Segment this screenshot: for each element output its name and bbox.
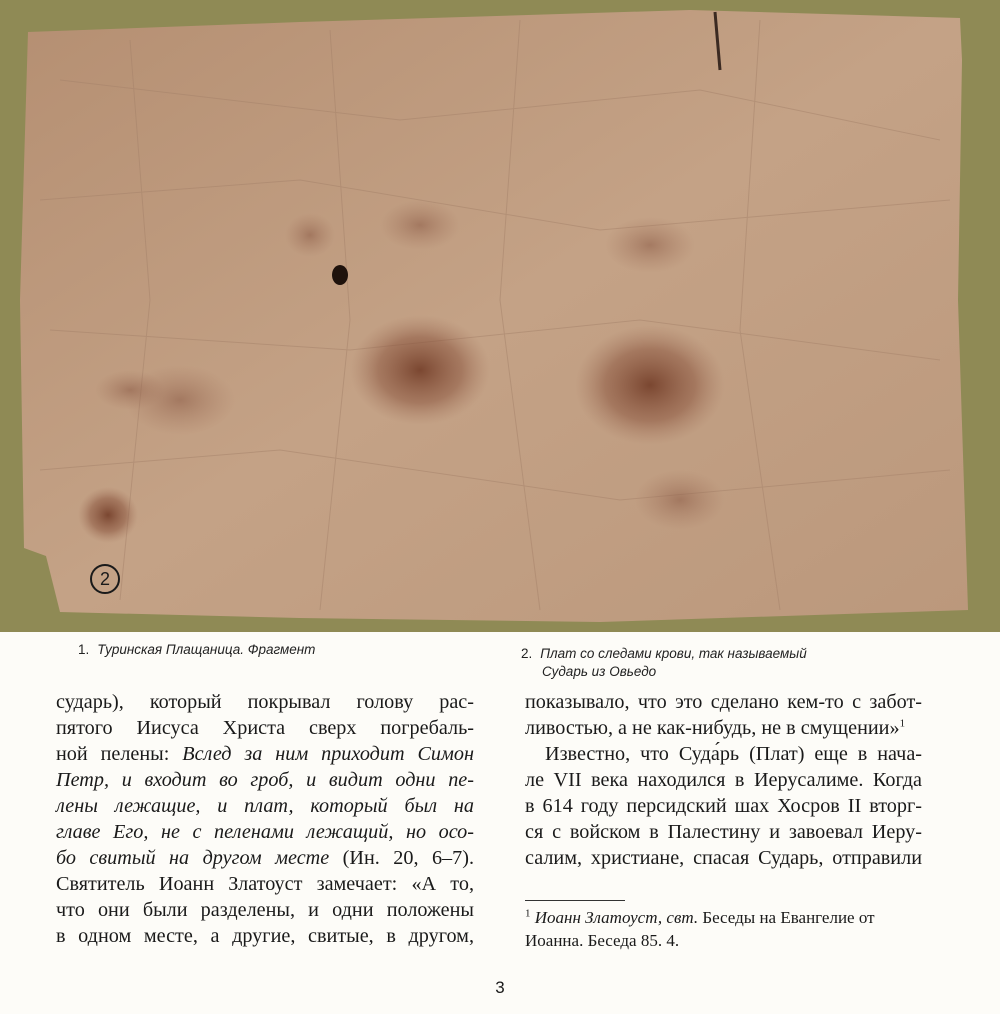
caption-1-text: Туринская Плащаница. Фрагмент bbox=[97, 642, 316, 657]
right-line-2-text: ливостью, а не как-нибудь, не в смущении» bbox=[525, 717, 900, 739]
footnote-text-1: Беседы на Евангелие от bbox=[698, 908, 875, 927]
footnote-line-1 bbox=[525, 906, 922, 929]
caption-1-number: 1. bbox=[78, 642, 90, 657]
left-line-3-plain: ной пелены: bbox=[56, 743, 183, 765]
left-line-3 bbox=[56, 741, 474, 767]
right-text-column bbox=[525, 689, 922, 871]
left-line-7-reference: (Ин. 20, 6–7). bbox=[329, 847, 475, 869]
left-line-5 bbox=[56, 793, 474, 819]
caption-1 bbox=[78, 641, 315, 659]
left-line-6 bbox=[56, 819, 474, 845]
caption-2-number: 2. bbox=[521, 646, 533, 661]
left-line-5-quote: лены лежащие, и плат, который был на bbox=[56, 795, 474, 817]
footnote-marker: 1 bbox=[525, 907, 531, 920]
caption-2-line-2: Сударь из Овьедо bbox=[542, 664, 657, 679]
left-line-4-quote: Петр, и входит во гроб, и видит одни пе- bbox=[56, 769, 474, 791]
footnote-line-2: Иоанна. Беседа 85. 4. bbox=[525, 931, 680, 950]
left-line-7 bbox=[56, 845, 474, 871]
left-line-9: что они были разделены, и одни положены bbox=[56, 899, 474, 921]
page-number: 3 bbox=[495, 978, 505, 997]
left-line-10: в одном месте, а другие, свитые, в другом, bbox=[56, 925, 474, 947]
footnote-author: Иоанн Златоуст, свт. bbox=[534, 908, 699, 927]
right-line-5: в 614 году персидский шах Хосров II вторг- bbox=[525, 795, 922, 817]
left-text-column bbox=[56, 689, 474, 949]
right-line-3: Известно, что Суда́рь (Плат) еще в нача- bbox=[545, 743, 922, 765]
right-line-7: салим, христиане, спасая Сударь, отправили bbox=[525, 847, 922, 869]
left-line-8: Святитель Иоанн Златоуст замечает: «А то, bbox=[56, 873, 474, 895]
footnote-reference[interactable]: 1 bbox=[899, 717, 906, 730]
left-line-4 bbox=[56, 767, 474, 793]
right-line-1: показывало, что это сделано кем-то с забот- bbox=[525, 691, 922, 713]
figure-number-badge: 2 bbox=[90, 564, 120, 594]
left-line-2: пятого Иисуса Христа сверх погребаль- bbox=[56, 717, 474, 739]
footnote-divider bbox=[525, 900, 625, 901]
left-line-3-quote: Вслед за ним приходит Симон bbox=[182, 743, 474, 765]
left-line-1: сударь), который покрывал голову рас- bbox=[56, 691, 474, 713]
footnote bbox=[525, 906, 922, 952]
caption-2 bbox=[521, 645, 807, 681]
right-line-2 bbox=[525, 715, 922, 741]
right-line-4: ле VII века находился в Иерусалиме. Когда bbox=[525, 769, 922, 791]
caption-2-line-1: Плат со следами крови, так называемый bbox=[540, 646, 807, 661]
left-line-7-quote: бо свитый на другом месте bbox=[56, 847, 330, 869]
right-line-6: ся с войском в Палестину и завоевал Иеру- bbox=[525, 821, 922, 843]
left-line-6-quote: главе Его, не с пеленами лежащий, но осо- bbox=[56, 821, 474, 843]
